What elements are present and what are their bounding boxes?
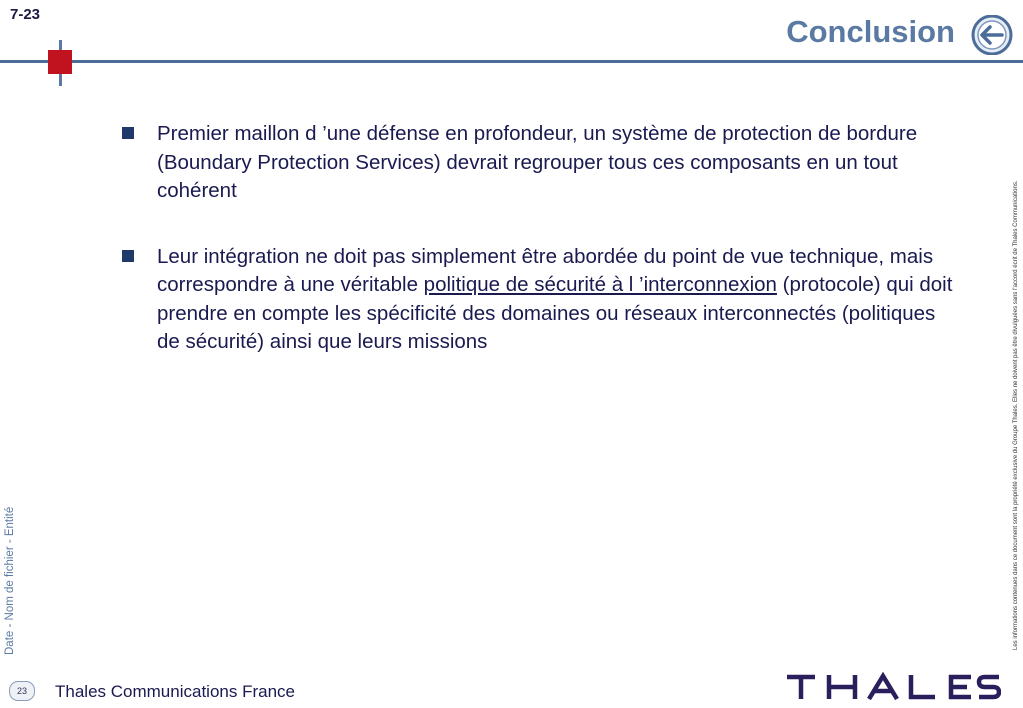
back-arrow-icon[interactable] xyxy=(969,15,1015,55)
slide-content xyxy=(120,120,960,357)
slide-title: Conclusion xyxy=(786,14,955,49)
accent-square xyxy=(48,50,72,74)
square-bullet-icon xyxy=(122,127,134,139)
page-number-badge: 23 xyxy=(9,681,35,701)
bullet-item xyxy=(120,120,960,206)
date-file-entity-label: Date - Nom de fichier - Entité xyxy=(4,506,16,655)
bullet-item xyxy=(120,243,960,357)
thales-logo xyxy=(785,672,1001,702)
legal-notice: Les informations contenues dans ce document sont la propriété exclusive du Groupe Thales. Elles ne doivent pas être divulguées sans l'accord écrit de Thales Communications. xyxy=(1013,180,1019,650)
bullet-text: Premier maillon d ’une défense en profondeur, un système de protection de bordure (Boundary Protection Services) devrait regrouper tous ces composants en un tout cohérent xyxy=(157,122,918,202)
header-rule xyxy=(0,60,1023,63)
security-policy-link[interactable]: politique de sécurité à l ’interconnexion xyxy=(423,273,777,296)
slide-number: 7-23 xyxy=(10,6,41,23)
square-bullet-icon xyxy=(122,250,134,262)
bullet-text-after: (protocole) qui doit prendre en compte les spécificité des domaines ou réseaux interconnectés (politiques de sécurité) ainsi que leurs missions xyxy=(157,273,953,353)
footer-company-name: Thales Communications France xyxy=(55,682,295,701)
bullet-text-before: Leur intégration ne doit pas simplement être abordée du point de vue technique, mais correspondre à une véritable xyxy=(157,244,934,296)
